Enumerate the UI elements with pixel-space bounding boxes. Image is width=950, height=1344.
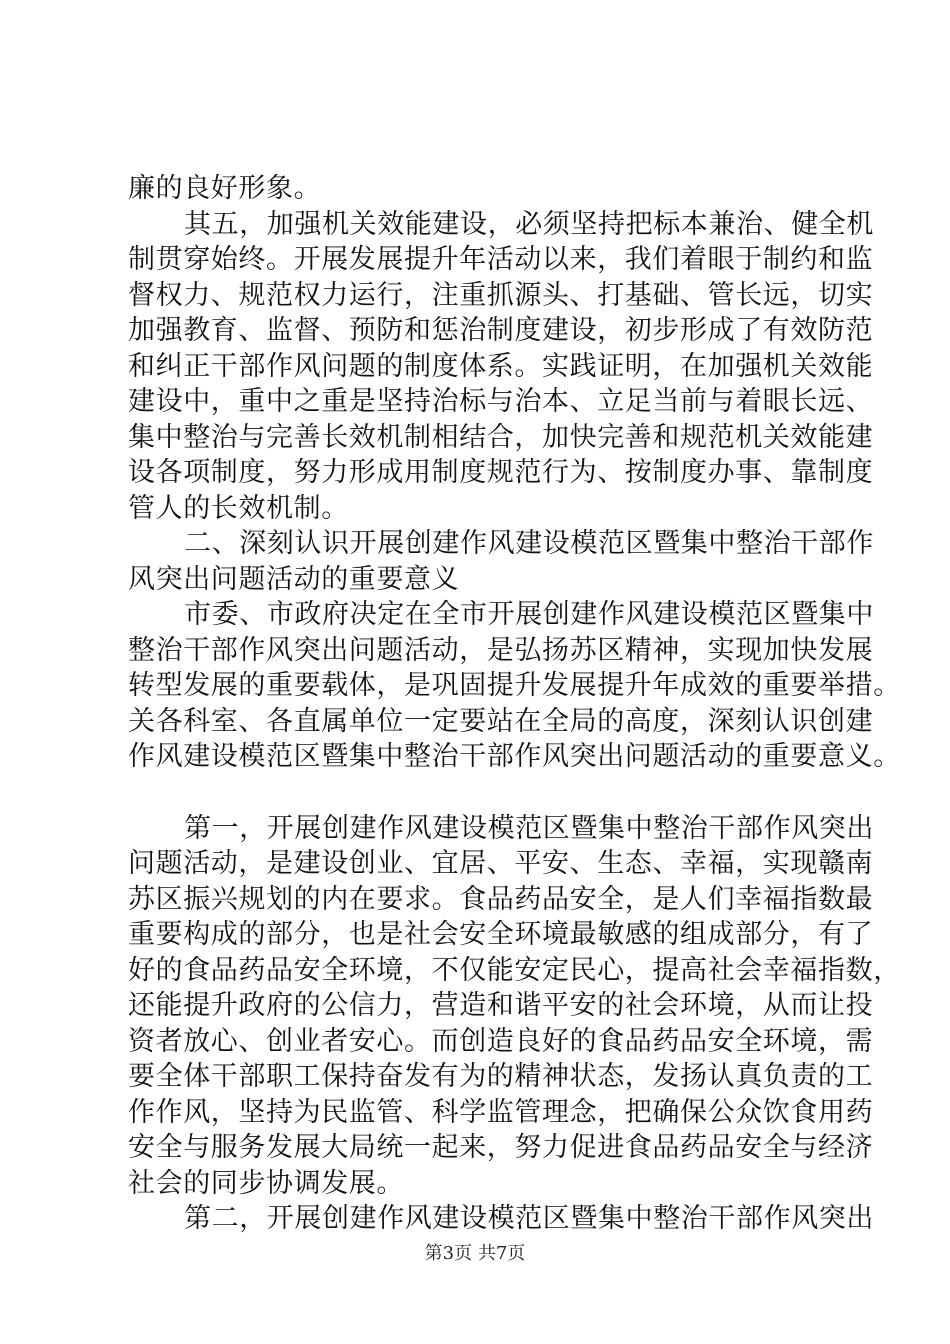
text-line: 其五，加强机关效能建设，必须坚持把标本兼治、健全机 [184, 209, 874, 240]
text-line: 好的食品药品安全环境，不仅能安定民心，提高社会幸福指数， [128, 955, 901, 986]
section-heading: 二、深刻认识开展创建作风建设模范区暨集中整治干部作 [184, 528, 874, 559]
text-line: 关各科室、各直属单位一定要站在全局的高度，深刻认识创建 [128, 706, 874, 737]
text-line: 和纠正干部作风问题的制度体系。实践证明，在加强机关效能 [128, 351, 874, 382]
text-line: 集中整治与完善长效机制相结合，加快完善和规范机关效能建 [128, 422, 874, 453]
text-line: 制贯穿始终。开展发展提升年活动以来，我们着眼于制约和监 [128, 244, 874, 275]
text-line: 社会的同步协调发展。 [128, 1168, 404, 1199]
text-line: 资者放心、创业者安心。而创造良好的食品药品安全环境，需 [128, 1026, 874, 1057]
text-line: 第一，开展创建作风建设模范区暨集中整治干部作风突出 [184, 813, 874, 844]
section-heading: 风突出问题活动的重要意义 [128, 564, 460, 595]
text-line: 建设中，重中之重是坚持治标与治本、立足当前与着眼长远、 [128, 386, 874, 417]
text-line: 问题活动，是建设创业、宜居、平安、生态、幸福，实现赣南 [128, 848, 874, 879]
text-line: 管人的长效机制。 [128, 493, 349, 524]
text-line: 督权力、规范权力运行，注重抓源头、打基础、管长远，切实 [128, 280, 874, 311]
text-line: 整治干部作风突出问题活动，是弘扬苏区精神，实现加快发展 [128, 635, 874, 666]
text-line: 转型发展的重要载体，是巩固提升发展提升年成效的重要举措。 [128, 670, 901, 701]
text-line: 设各项制度，努力形成用制度规范行为、按制度办事、靠制度 [128, 457, 874, 488]
text-line: 还能提升政府的公信力，营造和谐平安的社会环境，从而让投 [128, 990, 874, 1021]
text-line: 作作风，坚持为民监管、科学监管理念，把确保公众饮食用药 [128, 1097, 874, 1128]
text-line: 加强教育、监督、预防和惩治制度建设，初步形成了有效防范 [128, 315, 874, 346]
text-line: 苏区振兴规划的内在要求。食品药品安全，是人们幸福指数最 [128, 884, 874, 915]
text-line: 安全与服务发展大局统一起来，努力促进食品药品安全与经济 [128, 1132, 874, 1163]
text-line: 廉的良好形象。 [128, 173, 322, 204]
text-line: 市委、市政府决定在全市开展创建作风建设模范区暨集中 [184, 599, 874, 630]
text-line: 要全体干部职工保持奋发有为的精神状态，发扬认真负责的工 [128, 1061, 874, 1092]
text-line: 重要构成的部分，也是社会安全环境最敏感的组成部分，有了 [128, 919, 874, 950]
page-footer: 第3页 共7页 [424, 1243, 526, 1264]
text-line: 作风建设模范区暨集中整治干部作风突出问题活动的重要意义。 [128, 741, 901, 772]
text-line: 第二，开展创建作风建设模范区暨集中整治干部作风突出 [184, 1203, 874, 1234]
